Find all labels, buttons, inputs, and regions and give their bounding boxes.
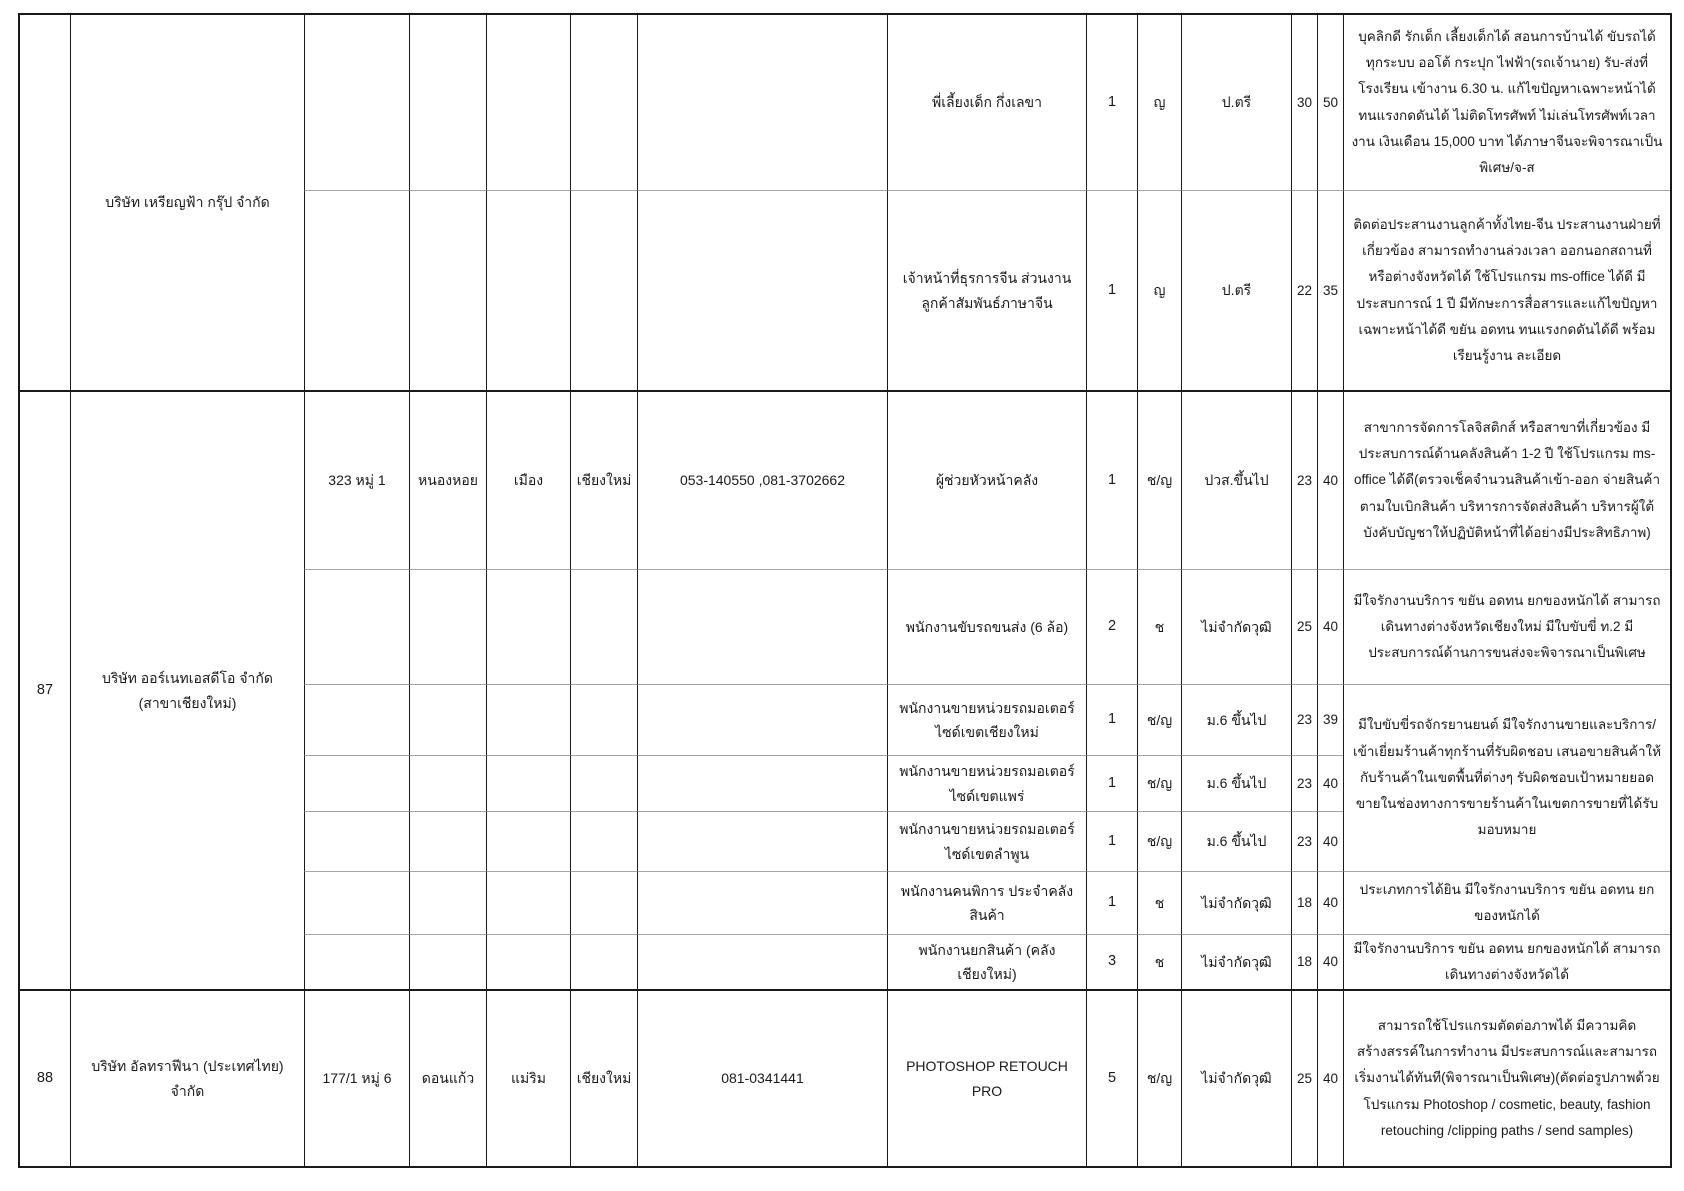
qualifications-merged: มีใบขับขี่รถจักรยานยนต์ มีใจรักงานขายและบริการ/เข้าเยี่ยมร้านค้าทุกร้านที่รับผิดชอบ เสนอขายสินค้าให้กับร้านค้าในเขตพื้นที่ต่างๆ รับผิดชอบเป้าหมายยอดขายในช่องทางการขายร้านค้าในเขตการขายที่ได้รับมอบหมาย bbox=[1343, 684, 1670, 871]
empty-cell bbox=[570, 755, 637, 811]
education: ม.6 ขึ้นไป bbox=[1181, 811, 1291, 871]
empty-cell bbox=[304, 569, 409, 684]
gender: ช/ญ bbox=[1137, 392, 1181, 569]
age-min: 18 bbox=[1291, 934, 1317, 989]
subdistrict: ดอนแก้ว bbox=[409, 991, 486, 1166]
address: 177/1 หมู่ 6 bbox=[304, 991, 409, 1166]
gender: ช/ญ bbox=[1137, 755, 1181, 811]
district: เมือง bbox=[486, 392, 570, 569]
empty-cell bbox=[409, 811, 486, 871]
subdistrict: หนองหอย bbox=[409, 392, 486, 569]
age-max: 40 bbox=[1317, 755, 1343, 811]
empty-cell bbox=[637, 811, 887, 871]
empty-cell bbox=[409, 871, 486, 934]
phone: 081-0341441 bbox=[637, 991, 887, 1166]
age-max: 50 bbox=[1317, 15, 1343, 190]
empty-cell bbox=[570, 684, 637, 755]
empty-cell bbox=[304, 871, 409, 934]
gender: ช bbox=[1137, 871, 1181, 934]
empty-cell bbox=[637, 934, 887, 989]
empty-cell bbox=[409, 755, 486, 811]
phone: 053-140550 ,081-3702662 bbox=[637, 392, 887, 569]
age-max: 39 bbox=[1317, 684, 1343, 755]
empty-cell bbox=[304, 684, 409, 755]
province: เชียงใหม่ bbox=[570, 392, 637, 569]
company-name: บริษัท อัลทราฟีนา (ประเทศไทย) จำกัด bbox=[70, 991, 304, 1166]
province bbox=[570, 15, 637, 190]
gender: ช bbox=[1137, 569, 1181, 684]
empty-cell bbox=[637, 871, 887, 934]
qualifications: ติดต่อประสานงานลูกค้าทั้งไทย-จีน ประสานงานฝ่ายที่เกี่ยวข้อง สามารถทำงานล่วงเวลา ออกนอกสถานที่หรือต่างจังหวัดได้ ใช้โปรแกรม ms-office ได้ดี มีประสบการณ์ 1 ปี มีทักษะการสื่อสารและแก้ไขปัญหาเฉพาะหน้าได้ดี ขยัน อดทน ทนแรงกดดันได้ดี พร้อมเรียนรู้งาน ละเอียด bbox=[1343, 190, 1670, 390]
empty-cell bbox=[637, 684, 887, 755]
position-title: พนักงานคนพิการ ประจำคลังสินค้า bbox=[887, 871, 1086, 934]
age-max: 35 bbox=[1317, 190, 1343, 390]
empty-cell bbox=[486, 684, 570, 755]
vacancy-count: 1 bbox=[1086, 684, 1137, 755]
age-max: 40 bbox=[1317, 871, 1343, 934]
education: ป.ตรี bbox=[1181, 15, 1291, 190]
age-min: 23 bbox=[1291, 811, 1317, 871]
gender: ช/ญ bbox=[1137, 684, 1181, 755]
position-title: PHOTOSHOP RETOUCH PRO bbox=[887, 991, 1086, 1166]
empty-cell bbox=[570, 934, 637, 989]
age-min: 18 bbox=[1291, 871, 1317, 934]
gender: ญ bbox=[1137, 15, 1181, 190]
age-max: 40 bbox=[1317, 392, 1343, 569]
education: ม.6 ขึ้นไป bbox=[1181, 755, 1291, 811]
empty-cell bbox=[570, 871, 637, 934]
row-number: 88 bbox=[36, 1069, 54, 1086]
age-max: 40 bbox=[1317, 811, 1343, 871]
empty-cell bbox=[637, 755, 887, 811]
province: เชียงใหม่ bbox=[570, 991, 637, 1166]
age-min: 23 bbox=[1291, 755, 1317, 811]
position-title: พนักงานยกสินค้า (คลังเชียงใหม่) bbox=[887, 934, 1086, 989]
vacancy-count: 1 bbox=[1086, 15, 1137, 190]
position-title: เจ้าหน้าที่ธุรการจีน ส่วนงานลูกค้าสัมพันธ์ภาษาจีน bbox=[887, 190, 1086, 390]
position-title: พนักงานขายหน่วยรถมอเตอร์ไซด์เขตลำพูน bbox=[887, 811, 1086, 871]
empty-cell bbox=[409, 190, 486, 390]
empty-cell bbox=[409, 934, 486, 989]
address: 323 หมู่ 1 bbox=[304, 392, 409, 569]
empty-cell bbox=[409, 684, 486, 755]
company-block bbox=[20, 989, 1670, 1166]
qualifications: บุคลิกดี รักเด็ก เลี้ยงเด็กได้ สอนการบ้านได้ ขับรถได้ทุกระบบ ออโต้ กระปุก ไฟฟ้า(รถเจ้านาย) รับ-ส่งที่โรงเรียน เข้างาน 6.30 น. แก้ไขปัญหาเฉพาะหน้าได้ ทนแรงกดดันได้ ไม่ติดโทรศัพท์ ไม่เล่นโทรศัพท์เวลางาน เงินเดือน 15,000 บาท ได้ภาษาจีนจะพิจารณาเป็นพิเศษ/จ-ส bbox=[1343, 15, 1670, 190]
subdistrict bbox=[409, 15, 486, 190]
empty-cell bbox=[570, 190, 637, 390]
age-min: 25 bbox=[1291, 569, 1317, 684]
empty-cell bbox=[304, 934, 409, 989]
age-max: 40 bbox=[1317, 569, 1343, 684]
empty-cell bbox=[486, 190, 570, 390]
position-title: พนักงานขายหน่วยรถมอเตอร์ไซด์เขตแพร่ bbox=[887, 755, 1086, 811]
age-min: 22 bbox=[1291, 190, 1317, 390]
education: ไม่จำกัดวุฒิ bbox=[1181, 569, 1291, 684]
vacancy-count: 3 bbox=[1086, 934, 1137, 989]
empty-cell bbox=[486, 569, 570, 684]
row-number bbox=[20, 15, 70, 390]
qualifications: สามารถใช้โปรแกรมตัดต่อภาพได้ มีความคิดสร้างสรรค์ในการทำงาน มีประสบการณ์และสามารถเริ่มงานได้ทันที(พิจารณาเป็นพิเศษ)(ตัดต่อรูปภาพด้วยโปรแกรม Photoshop / cosmetic, beauty, fashion retouching /clipping paths / send samples) bbox=[1343, 991, 1670, 1166]
gender: ญ bbox=[1137, 190, 1181, 390]
address bbox=[304, 15, 409, 190]
empty-cell bbox=[304, 190, 409, 390]
vacancy-count: 1 bbox=[1086, 392, 1137, 569]
age-min: 23 bbox=[1291, 684, 1317, 755]
vacancy-count: 1 bbox=[1086, 871, 1137, 934]
position-title: ผู้ช่วยหัวหน้าคลัง bbox=[887, 392, 1086, 569]
vacancy-count: 2 bbox=[1086, 569, 1137, 684]
empty-cell bbox=[304, 755, 409, 811]
phone bbox=[637, 15, 887, 190]
empty-cell bbox=[409, 569, 486, 684]
company-name: บริษัท ออร์เนทเอสดีโอ จำกัด (สาขาเชียงใหม่) bbox=[70, 392, 304, 989]
empty-cell bbox=[486, 934, 570, 989]
empty-cell bbox=[486, 871, 570, 934]
position-title: พนักงานขับรถขนส่ง (6 ล้อ) bbox=[887, 569, 1086, 684]
education: ไม่จำกัดวุฒิ bbox=[1181, 991, 1291, 1166]
education: ไม่จำกัดวุฒิ bbox=[1181, 871, 1291, 934]
empty-cell bbox=[570, 569, 637, 684]
empty-cell bbox=[486, 755, 570, 811]
education: ม.6 ขึ้นไป bbox=[1181, 684, 1291, 755]
qualifications: สาขาการจัดการโลจิสติกส์ หรือสาขาที่เกี่ยวข้อง มีประสบการณ์ด้านคลังสินค้า 1-2 ปี ใช้โปรแกรม ms-office ได้ดี(ตรวจเช็คจำนวนสินค้าเข้า-ออก จ่ายสินค้าตามใบเบิกสินค้า บริหารการจัดส่งสินค้า บริหารผู้ใต้บังคับบัญชาให้ปฏิบัติหน้าที่ได้อย่างมีประสิทธิภาพ) bbox=[1343, 392, 1670, 569]
empty-cell bbox=[486, 811, 570, 871]
qualifications: ประเภทการได้ยิน มีใจรักงานบริการ ขยัน อดทน ยกของหนักได้ bbox=[1343, 871, 1670, 934]
empty-cell bbox=[637, 190, 887, 390]
gender: ช/ญ bbox=[1137, 991, 1181, 1166]
education: ปวส.ขึ้นไป bbox=[1181, 392, 1291, 569]
jobs-table bbox=[18, 13, 1672, 1168]
empty-cell bbox=[570, 811, 637, 871]
vacancy-count: 5 bbox=[1086, 991, 1137, 1166]
district: แม่ริม bbox=[486, 991, 570, 1166]
gender: ช bbox=[1137, 934, 1181, 989]
education: ป.ตรี bbox=[1181, 190, 1291, 390]
age-min: 30 bbox=[1291, 15, 1317, 190]
position-title: พี่เลี้ยงเด็ก กึ่งเลขา bbox=[887, 15, 1086, 190]
age-max: 40 bbox=[1317, 991, 1343, 1166]
position-title: พนักงานขายหน่วยรถมอเตอร์ไซด์เขตเชียงใหม่ bbox=[887, 684, 1086, 755]
company-block bbox=[20, 15, 1670, 390]
age-min: 25 bbox=[1291, 991, 1317, 1166]
company-block bbox=[20, 390, 1670, 989]
gender: ช/ญ bbox=[1137, 811, 1181, 871]
empty-cell bbox=[304, 811, 409, 871]
qualifications: มีใจรักงานบริการ ขยัน อดทน ยกของหนักได้ สามารถเดินทางต่างจังหวัดเชียงใหม่ มีใบขับขี่ ท.2 มีประสบการณ์ด้านการขนส่งจะพิจารณาเป็นพิเศษ bbox=[1343, 569, 1670, 684]
vacancy-count: 1 bbox=[1086, 811, 1137, 871]
age-min: 23 bbox=[1291, 392, 1317, 569]
education: ไม่จำกัดวุฒิ bbox=[1181, 934, 1291, 989]
vacancy-count: 1 bbox=[1086, 755, 1137, 811]
vacancy-count: 1 bbox=[1086, 190, 1137, 390]
row-number: 87 bbox=[36, 681, 54, 698]
empty-cell bbox=[637, 569, 887, 684]
qualifications: มีใจรักงานบริการ ขยัน อดทน ยกของหนักได้ สามารถเดินทางต่างจังหวัดได้ bbox=[1343, 934, 1670, 989]
age-max: 40 bbox=[1317, 934, 1343, 989]
district bbox=[486, 15, 570, 190]
company-name: บริษัท เหรียญฟ้า กรุ๊ป จำกัด bbox=[70, 15, 304, 390]
